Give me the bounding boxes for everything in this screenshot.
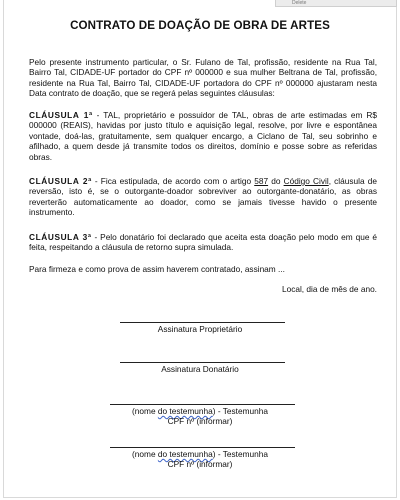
clause-2-text-before: - Fica estipulada, de acordo com o artigo <box>91 176 255 186</box>
witness-1-signature-line <box>110 404 295 405</box>
witness-1-name-open: (nome <box>132 406 158 416</box>
civil-code-link[interactable]: Código Civil <box>283 176 329 186</box>
witness-1-name-close: ) - Testemunha <box>212 406 268 416</box>
closing-paragraph: Para firmeza e como prova de assim haverem contratado, assinam ... <box>29 264 285 274</box>
clause-3-label: CLÁUSULA 3ª <box>29 232 92 242</box>
intro-paragraph: Pelo presente instrumento particular, o Sr. Fulano de Tal, profissão, residente na Rua Tal, Bairro Tal, CIDADE-UF portador do CPF nº 000000 e sua mulher Beltrana de Tal, profissão, residente na Rua Tal, Bairro Tal, CIDADE-UF portadora do CPF nº 000000 ajustaram nesta Data contrato de doação, que se regerá pelas seguintes cláusulas: <box>29 57 377 99</box>
witness-2-name <box>0 449 400 459</box>
clause-3-paragraph <box>29 232 377 253</box>
owner-signature-label: Assinatura Proprietário <box>157 324 243 334</box>
clause-2-label: CLÁUSULA 2ª <box>29 176 92 186</box>
witness-1-cpf: CPF nº (informar) <box>167 416 233 426</box>
clause-2-text-mid: do <box>268 176 284 186</box>
witness-1-name <box>0 406 400 416</box>
witness-1-name-placeholder: do testemunha <box>157 406 213 416</box>
clause-1-paragraph <box>29 110 377 162</box>
witness-2-cpf: CPF nº (informar) <box>167 459 233 469</box>
witness-2-name-placeholder: do testemunha <box>157 449 213 459</box>
document-title: CONTRATO DE DOAÇÃO DE OBRA DE ARTES <box>70 19 330 32</box>
donee-signature-label: Assinatura Donatário <box>161 364 239 374</box>
witness-2-name-open: (nome <box>132 449 158 459</box>
witness-2-signature-line <box>110 447 295 448</box>
donee-signature-line <box>120 362 285 363</box>
clause-2-text-after: , cláusula de reversão, isto é, se o outorgante-doador sobreviver ao outorgante-donatário, as obras reverterão automaticamente ao doador, como se jamais tivesse havido o presente instrumento. <box>29 176 377 218</box>
owner-signature-line <box>120 322 285 323</box>
delete-tab[interactable] <box>275 0 397 7</box>
clause-3-text: - Pelo donatário foi declarado que aceita esta doação pelo modo em que é feita, respeitando a cláusula de retorno supra simulada. <box>29 232 377 253</box>
witness-2-name-close: ) - Testemunha <box>212 449 268 459</box>
date-line: Local, dia de mês de ano. <box>281 284 377 294</box>
delete-tab-label: Delete <box>292 0 307 6</box>
clause-1-label: CLÁUSULA 1ª <box>29 110 93 120</box>
article-link[interactable]: 587 <box>254 176 269 186</box>
clause-1-text: - TAL, proprietário e possuidor de TAL, obras de arte estimadas em R$ 000000 (REAIS), havidas por justo título e aquisição legal, resolve, por livre e espontânea vontade, doá-las, gratuitamente, sem qualquer encargo, a Ciclano de Tal, seu sobrinho e afilhado, a quem desde já transmite todos os direitos, domínio e posse sobre as referidas obras. <box>29 110 377 162</box>
clause-2-paragraph <box>29 176 377 218</box>
